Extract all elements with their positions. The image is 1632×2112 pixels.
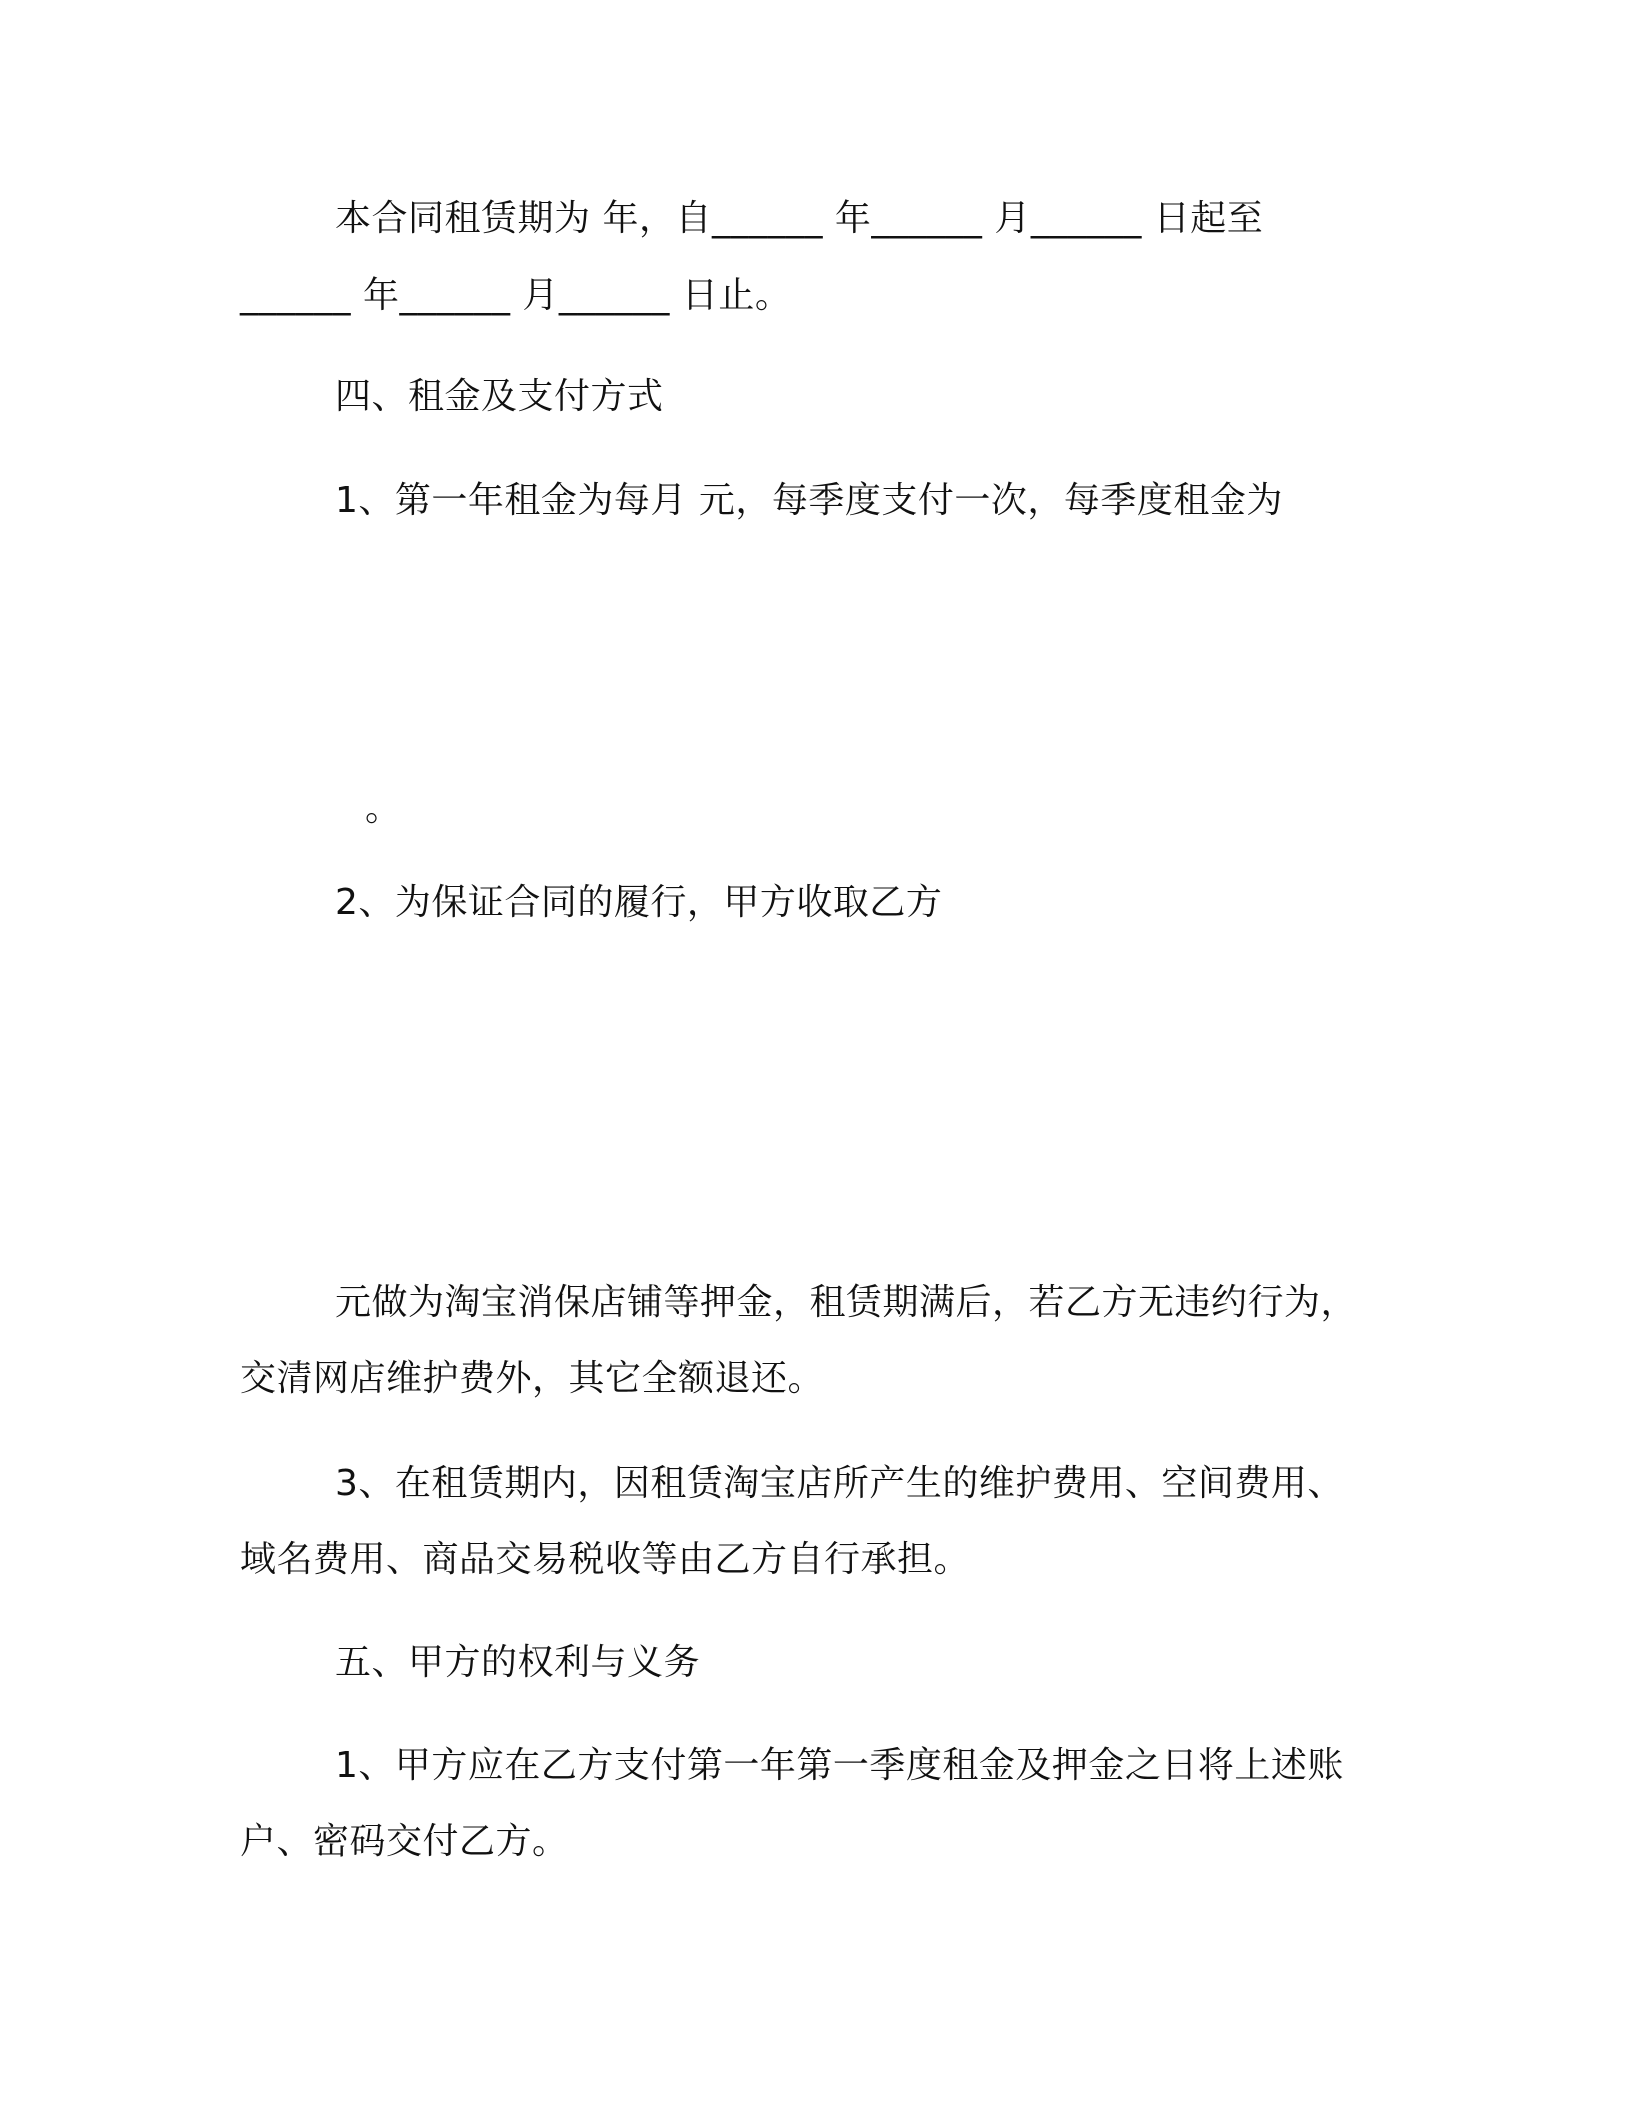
clause-5-1-end-line: 户、密码交付乙方。: [240, 1821, 569, 1862]
clause-5-1-line: 1、甲方应在乙方支付第一年第一季度租金及押金之日将上述账: [335, 1745, 1344, 1786]
clause-4-3-end-line: 域名费用、商品交易税收等由乙方自行承担。: [240, 1539, 971, 1580]
lease-term-continued-line: ______ 年______ 月______ 日止。: [240, 275, 792, 316]
lease-term-line: 本合同租赁期为 年，自______ 年______ 月______ 日起至: [335, 198, 1264, 239]
clause-4-2-continued-line: 元做为淘宝消保店铺等押金，租赁期满后，若乙方无违约行为，: [335, 1282, 1358, 1323]
clause-4-2-line: 2、为保证合同的履行，甲方收取乙方: [335, 882, 943, 923]
section-four-heading: 四、租金及支付方式: [335, 376, 664, 417]
clause-4-3-line: 3、在租赁期内，因租赁淘宝店所产生的维护费用、空间费用、: [335, 1463, 1344, 1504]
section-five-heading: 五、甲方的权利与义务: [335, 1642, 701, 1683]
clause-4-1-line: 1、第一年租金为每月 元，每季度支付一次，每季度租金为: [335, 480, 1283, 521]
clause-4-1-end-line: 。: [365, 788, 402, 829]
clause-4-2-end-line: 交清网店维护费外，其它全额退还。: [240, 1358, 825, 1399]
